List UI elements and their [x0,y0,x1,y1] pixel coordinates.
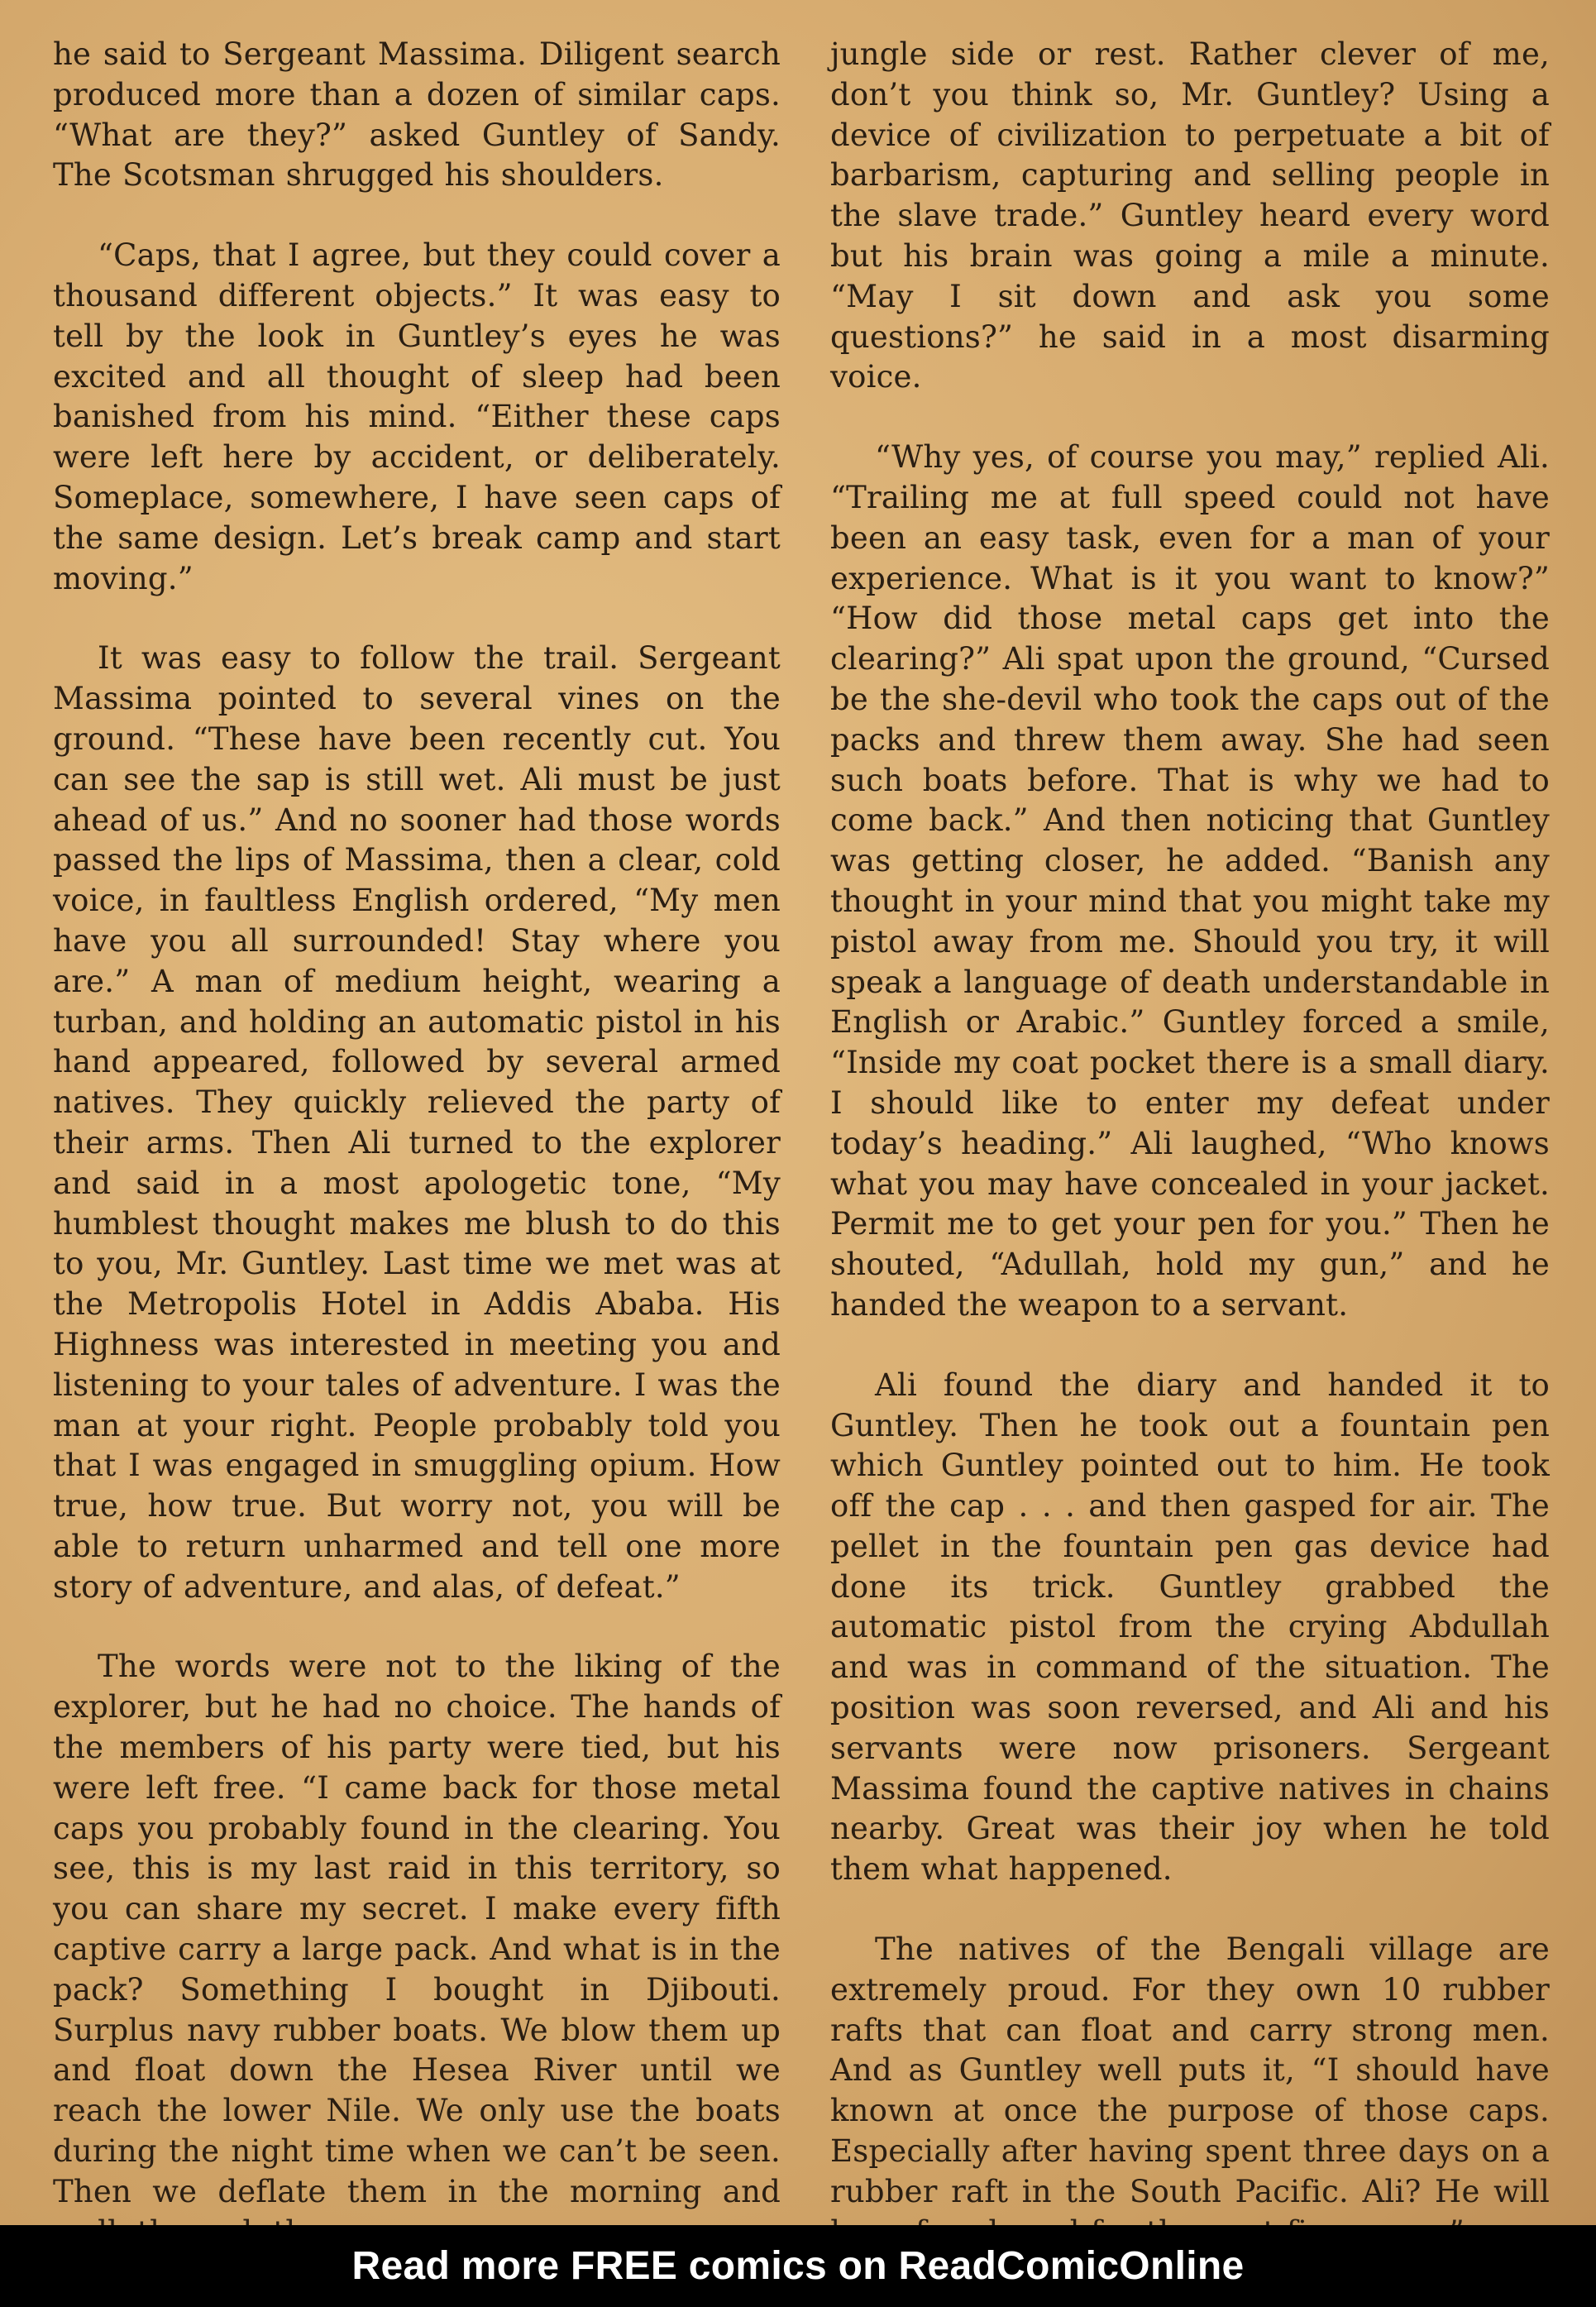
left-paragraph-3: It was easy to follow the trail. Sergeant Massima pointed to several vines on the ground. “These have been recently cut. You can see the sap is still wet. Ali must be just ahead of us.” And no sooner had those words passed the lips of Massima, then a clear, cold voice, in faultless English ordered, “My men have you all surrounded! Stay where you are.” A man of medium height, wearing a turban, and holding an automatic pistol in his hand appeared, followed by several armed natives. They quickly relieved the party of their arms. Then Ali turned to the explorer and said in a most apologetic tone, “My humblest thought makes me blush to do this to you, Mr. Guntley. Last time we met was at the Metropolis Hotel in Addis Ababa. His Highness was interested in meeting you and listening to your tales of adventure. I was the man at your right. People probably told you that I was engaged in smuggling opium. How true, how true. But worry not, you will be able to return unharmed and tell one more story of adventure, and alas, of defeat.” [53,640,781,1605]
promo-banner-text[interactable]: Read more FREE comics on ReadComicOnline [351,2244,1245,2288]
promo-banner[interactable] [0,2225,1596,2307]
right-paragraph-3: Ali found the diary and handed it to Guntley. Then he took out a fountain pen which Guntley pointed out to him. He took off the cap . . . and then gasped for air. The pellet in the fountain pen gas device had done its trick. Guntley grabbed the automatic pistol from the crying Abdullah and was in command of the situation. The position was soon reversed, and Ali and his servants were now prisoners. Sergeant Massima found the captive natives in chains nearby. Great was their joy when he told them what happened. [830,1366,1550,1888]
right-paragraph-1: jungle side or rest. Rather clever of me, don’t you think so, Mr. Guntley? Using a device of civilization to perpetuate a bit of barbarism, capturing and selling people in the slave trade.” Guntley heard every word but his brain was going a mile a minute. “May I sit down and ask you some questions?” he said in a most disarming voice. [830,36,1550,395]
right-column [830,35,1550,2292]
left-paragraph-4: The words were not to the liking of the explorer, but he had no choice. The hands of the members of his party were tied, but his were left free. “I came back for those metal caps you probably found in the clearing. You see, this is my last raid in this territory, so you can share my secret. I make every fifth captive carry a large pack. And what is in the pack? Something I bought in Djibouti. Surplus navy rubber boats. We blow them up and float down the Hesea River until we reach the lower Nile. We only use the boats during the night time when we can’t be seen. Then we deflate them in the morning and [53,1649,781,2209]
right-paragraph-2: “Why yes, of course you may,” replied Ali. “Trailing me at full speed could not have been an easy task, even for a man of your experience. What is it you want to know?” “How did those metal caps get into the clearing?” Ali spat upon the ground, “Cursed be the she-devil who took the caps out of the packs and threw them away. She had seen such boats before. That is why we had to come back.” And then noticing that Guntley was getting closer, he added. “Banish any thought in your mind that you might take my pistol away from me. Should you try, it will speak a language of death understandable in English or Arabic.” Guntley forced a smile, “Inside my coat pocket there is a small diary. I should like to enter my defeat under today’s heading.” Ali laughed, “Who knows what you may have concealed in your jacket. Permit me to get your pen for you.” Then he shouted, “Adullah, hold my gun,” and he handed the weapon to a servant. [830,439,1550,1323]
left-paragraph-2: “Caps, that I agree, but they could cover a thousand different objects.” It was easy to tell by the look in Guntley’s eyes he was excited and all thought of sleep had been banished from his mind. “Either these caps were left here by accident, or deliberately. Someplace, somewhere, I have seen caps of the same design. Let’s break camp and start moving.” [53,237,781,596]
left-column [53,35,781,2292]
right-paragraph-4: The natives of the Bengali village are extremely proud. For they own 10 rubber rafts that can float and carry strong men. And as Guntley well puts it, “I should have known at once the purpose of those caps. Especially after having spent three days on a rubber raft in the South Pacific. Ali? He will [830,1931,1550,2209]
left-paragraph-1: he said to Sergeant Massima. Diligent search produced more than a dozen of similar caps. “What are they?” asked Guntley of Sandy. The Scotsman shrugged his shoulders. [53,36,781,194]
